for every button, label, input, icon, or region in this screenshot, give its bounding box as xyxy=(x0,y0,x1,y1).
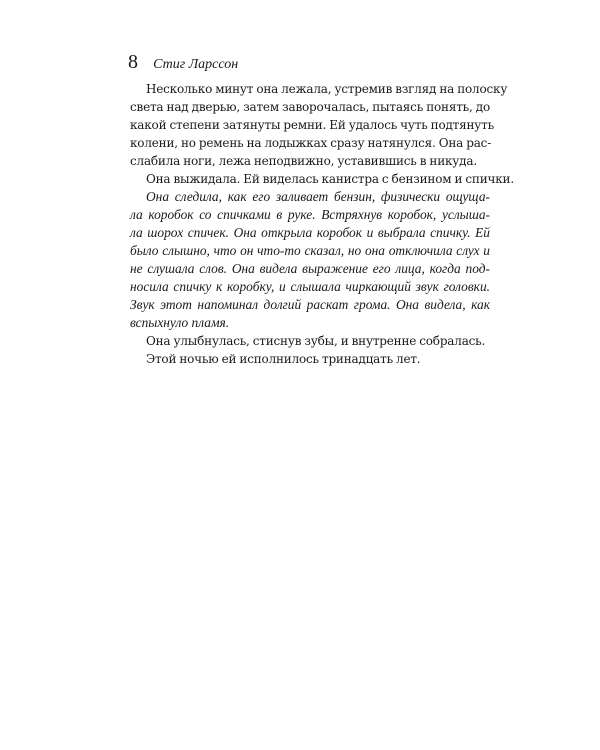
text-line: было слышно, что он что-то сказал, но она отключила слух и xyxy=(130,243,490,258)
body-text xyxy=(130,80,514,368)
text-line: какой степени затянуты ремни. Ей удалось чуть подтянуть xyxy=(130,118,494,132)
text-line: колени, но ремень на лодыжках сразу натянулся. Она рас- xyxy=(130,136,492,150)
text-line: Она следила, как его заливает бензин, физически ощуща- xyxy=(146,189,490,204)
text-line: носила спичку к коробку, и слышала чиркающий звук головки. xyxy=(130,279,490,294)
paragraph-italic xyxy=(130,188,490,332)
text-line: вспыхнуло пламя. xyxy=(130,315,230,330)
text-line: света над дверью, затем заворочалась, пытаясь понять, до xyxy=(130,100,490,114)
text-line: Несколько минут она лежала, устремив взгляд на полоску xyxy=(146,82,508,96)
text-line: Она улыбнулась, стиснув зубы, и внутренне собралась. xyxy=(146,334,486,348)
text-line: ла шорох спичек. Она открыла коробок и выбрала спичку. Ей xyxy=(130,225,490,240)
paragraph xyxy=(130,332,490,350)
text-line: Она выжидала. Ей виделась канистра с бензином и спички. xyxy=(146,172,514,186)
page-number: 8 xyxy=(128,51,138,73)
paragraph xyxy=(130,80,508,170)
text-line: Этой ночью ей исполнилось тринадцать лет. xyxy=(146,352,421,366)
paragraph xyxy=(130,170,514,188)
paragraph xyxy=(130,350,490,368)
text-line: ла коробок со спичками в руке. Встряхнув коробок, услыша- xyxy=(130,207,490,222)
text-line: Звук этот напоминал долгий раскат грома. Она видела, как xyxy=(130,297,490,312)
text-line: слабила ноги, лежа неподвижно, уставившись в никуда. xyxy=(130,154,477,168)
text-line: не слушала слов. Она видела выражение его лица, когда под- xyxy=(130,261,490,276)
running-head-author: Стиг Ларссон xyxy=(153,57,239,72)
running-head xyxy=(128,52,238,74)
